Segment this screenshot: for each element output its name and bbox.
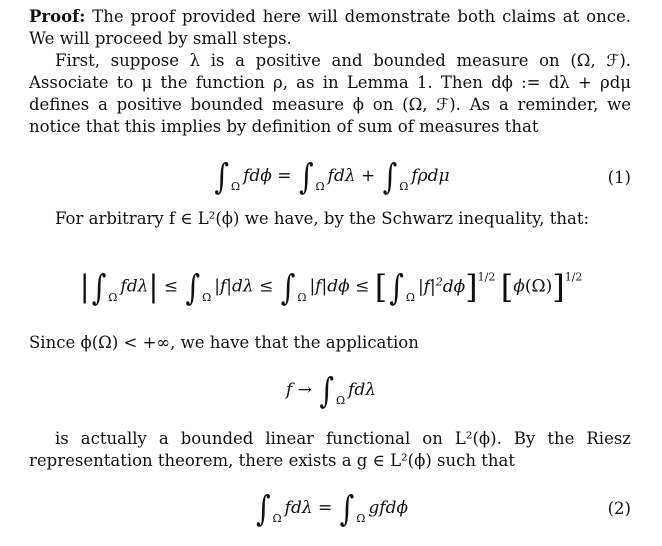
paragraph-schwarz: For arbitrary f ∈ L²(ϕ) we have, by the Schwarz inequality, that: (55, 209, 590, 228)
equation-1: ∫ $_\Omega$fdϕ = ∫ $_\Omega$fdλ + ∫ $_\Omega$fρdμ (214, 155, 450, 198)
equation-2-number: (2) (607, 499, 631, 518)
equation-functional: f → ∫ $_\Omega$fdλ (285, 369, 377, 412)
equation-schwarz-inequality: |∫ $_\Omega$fdλ| ≤ ∫ $_\Omega$|f|dλ ≤ ∫ $_\Omega$|f|dϕ ≤ [∫ $_\Omega|f|^2d\phi]^{1/2}$ $[\phi(\Omega)]^{1/2}$ (79, 266, 583, 308)
equation-2: ∫ $_\Omega$fdλ = ∫ $_\Omega$gfdϕ (255, 487, 409, 530)
proof-intro-text: The proof provided here will demonstrate both claims at once. We will proceed by small steps. (29, 7, 631, 48)
paragraph-measure: First, suppose λ is a positive and bounded measure on (Ω, ℱ). Associate to μ the function ρ, as in Lemma 1. Then dϕ := dλ + ρdμ defines a positive bounded measure ϕ on (Ω, ℱ). As a reminder, we notice that this implies by definition of sum of measures that (29, 51, 631, 136)
paragraph-application: Since ϕ(Ω) < +∞, we have that the application (29, 333, 419, 352)
proof-intro (29, 6, 631, 50)
equation-1-number: (1) (607, 168, 631, 187)
paragraph-riesz: is actually a bounded linear functional on L²(ϕ). By the Riesz representation theorem, there exists a g ∈ L²(ϕ) such that (29, 429, 631, 470)
proof-label: Proof: (29, 7, 86, 26)
